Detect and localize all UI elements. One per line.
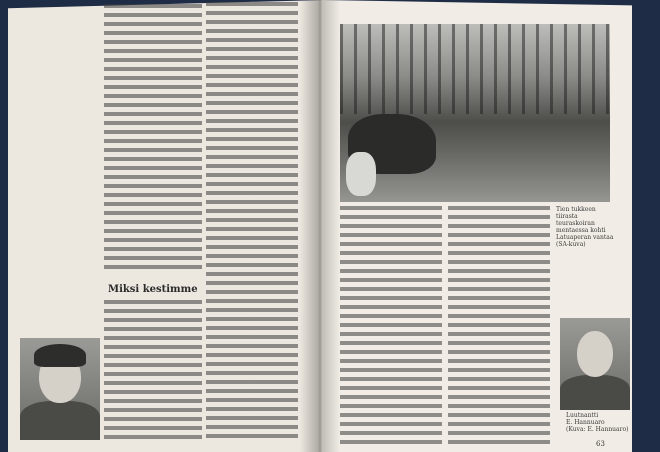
photo-trees	[340, 24, 610, 114]
portrait-caption: Luutnantti E. Hannuaro (Kuva: E. Hannuaro)	[566, 412, 629, 433]
book-gutter-shadow	[300, 0, 340, 452]
right-column-1-text	[340, 206, 442, 444]
left-column-1-text	[104, 4, 202, 274]
portrait-shoulders	[20, 401, 100, 440]
portrait-cap	[34, 344, 85, 366]
portrait-shoulders	[560, 375, 630, 410]
photo-caption: Tien tukkeen tiirasta teuraskoiran mentaessa kohti Latuaperan vantaa (SA-kuva)	[556, 206, 614, 248]
section-heading: Miksi kestimme	[108, 284, 198, 295]
page-number: 63	[596, 440, 605, 448]
left-column-1-text-lower	[104, 300, 202, 442]
photo-dog	[346, 152, 376, 196]
right-column-2-text	[448, 206, 550, 444]
wartime-photo	[340, 24, 610, 202]
left-column-2-text	[206, 2, 298, 442]
soldier-portrait-left	[20, 338, 100, 440]
portrait-face	[577, 331, 613, 377]
soldier-portrait-right	[560, 318, 630, 410]
